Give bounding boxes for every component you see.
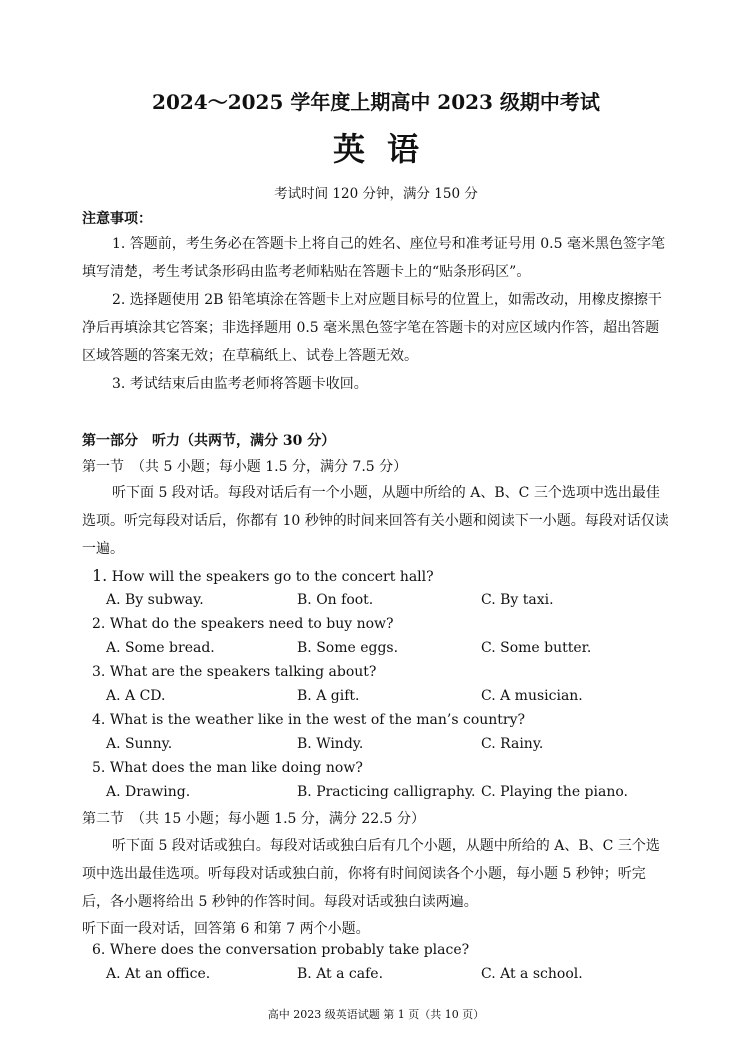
question-2-option-b: B. Some eggs. <box>297 640 399 656</box>
question-2: 2. What do the speakers need to buy now? <box>92 616 394 632</box>
page-footer: 高中 2023 级英语试题 第 1 页（共 10 页） <box>267 1008 485 1021</box>
question-3-option-c: C. A musician. <box>481 688 583 704</box>
question-2-option-c: C. Some butter. <box>481 640 592 656</box>
note-item: 2. 选择题使用 2B 铅笔填涂在答题卡上对应题目标号的位置上，如需改动，用橡皮擦擦干净后再填涂其它答案；非选择题用 0.5 毫米黑色签字笔在答题卡的对应区域内作答，超出答题区域答题的答案无效；在草稿纸上、试卷上答题无效。 <box>82 292 662 364</box>
question-1-option-b: B. On foot. <box>297 592 374 608</box>
exam-meta: 考试时间 120 分钟，满分 150 分 <box>274 186 478 202</box>
exam-title: 2024～2025 学年度上期高中 2023 级期中考试 <box>152 90 600 114</box>
section2-heading: 第二节 （共 15 小题；每小题 1.5 分，满分 22.5 分） <box>82 811 425 827</box>
question-5: 5. What does the man like doing now? <box>92 760 363 776</box>
question-4-option-a: A. Sunny. <box>106 736 173 752</box>
question-3-option-a: A. A CD. <box>106 688 166 704</box>
question-1: 1. How will the speakers go to the concert hall? <box>92 566 434 585</box>
question-3: 3. What are the speakers talking about? <box>92 664 377 680</box>
question-5-option-a: A. Drawing. <box>106 784 191 800</box>
question-3-option-b: B. A gift. <box>297 688 360 704</box>
note-item: 1. 答题前，考生务必在答题卡上将自己的姓名、座位号和准考证号用 0.5 毫米黑色签字笔填写清楚，考生考试条形码由监考老师粘贴在答题卡上的“贴条形码区”。 <box>82 236 665 280</box>
question-4-option-b: B. Windy. <box>297 736 364 752</box>
question-4-option-c: C. Rainy. <box>481 736 544 752</box>
question-6-option-b: B. At a cafe. <box>297 966 384 982</box>
note-item: 3. 考试结束后由监考老师将答题卡收回。 <box>112 376 368 392</box>
question-5-option-c: C. Playing the piano. <box>481 784 628 800</box>
question-6-option-c: C. At a school. <box>481 966 583 982</box>
section2-lead: 听下面一段对话，回答第 6 和第 7 两个小题。 <box>82 921 370 937</box>
question-1-option-c: C. By taxi. <box>481 592 554 608</box>
question-5-option-b: B. Practicing calligraphy. <box>297 784 476 800</box>
question-2-option-a: A. Some bread. <box>106 640 215 656</box>
section2-instructions: 听下面 5 段对话或独白。每段对话或独白后有几个小题，从题中所给的 A、B、C 三个选项中选出最佳选项。听每段对话或独白前，你将有时间阅读各个小题，每小题 5 秒钟；听完后，各小题将给出 5 秒钟的作答时间。每段对话或独白读两遍。 <box>82 838 660 910</box>
part1-heading: 第一部分 听力（共两节，满分 30 分） <box>82 433 336 449</box>
subject-title: 英语 <box>332 130 441 168</box>
question-6-option-a: A. At an office. <box>106 966 211 982</box>
notes-heading: 注意事项： <box>82 211 152 227</box>
section1-heading: 第一节 （共 5 小题；每小题 1.5 分，满分 7.5 分） <box>82 459 408 475</box>
question-4: 4. What is the weather like in the west of the man’s country? <box>92 712 526 728</box>
question-6: 6. Where does the conversation probably take place? <box>92 942 470 958</box>
question-1-option-a: A. By subway. <box>106 592 204 608</box>
section1-instructions: 听下面 5 段对话。每段对话后有一个小题，从题中所给的 A、B、C 三个选项中选出最佳选项。听完每段对话后，你都有 10 秒钟的时间来回答有关小题和阅读下一小题。每段对话仅读一遍。 <box>82 485 669 557</box>
notes-list <box>82 230 672 398</box>
